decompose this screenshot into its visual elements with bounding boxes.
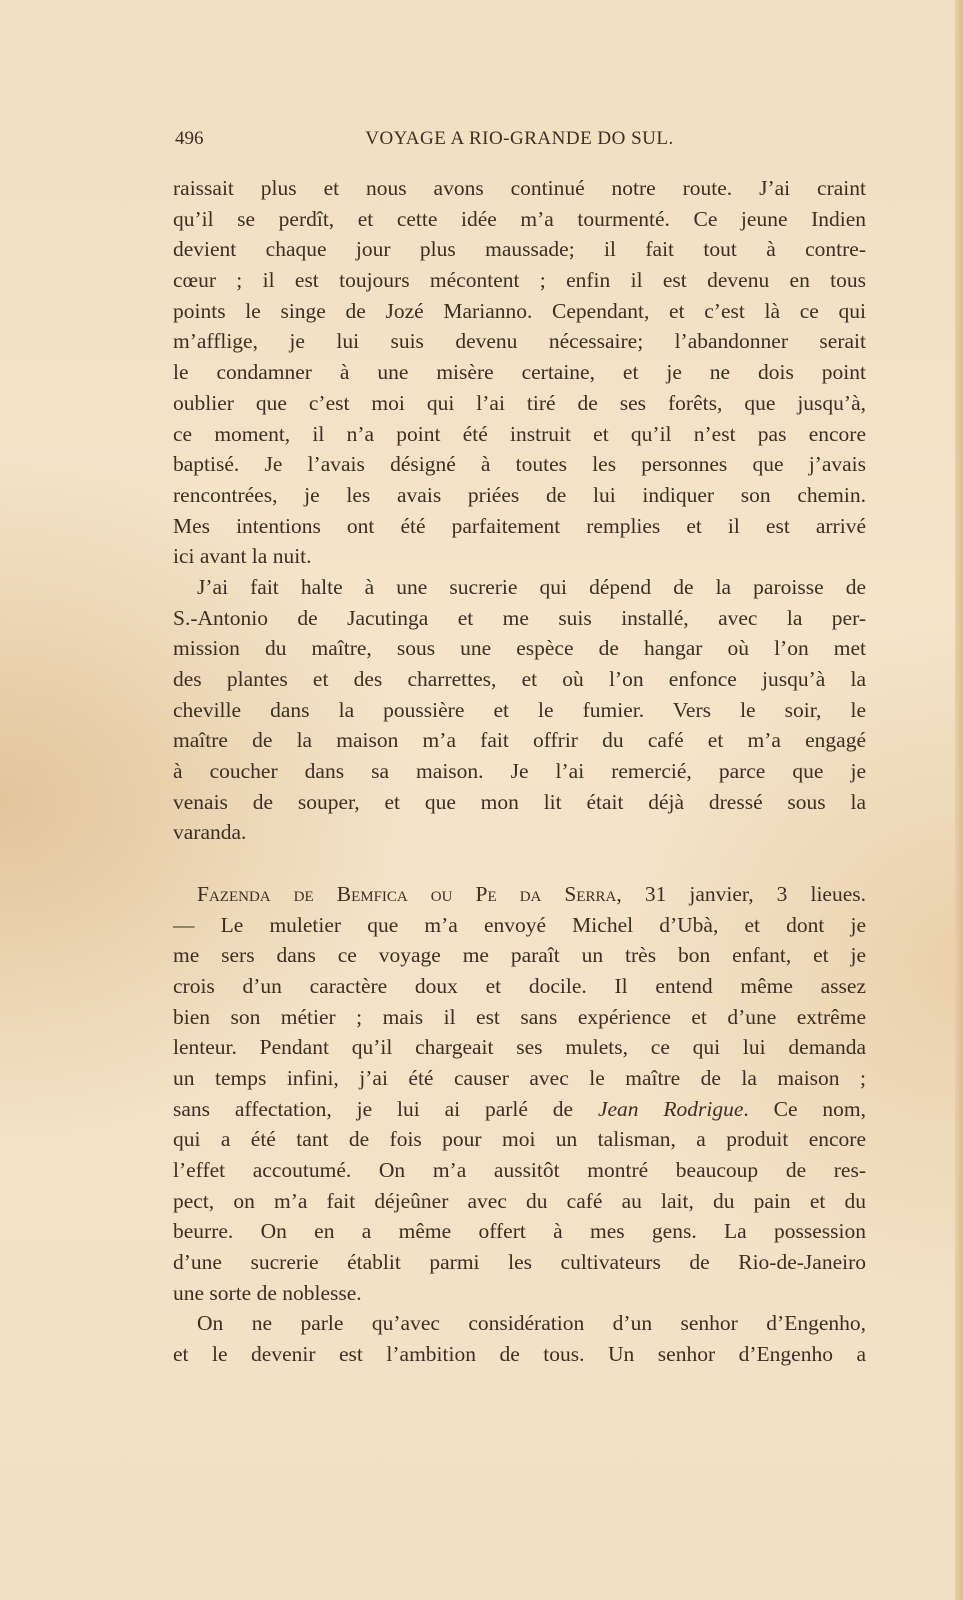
text-line: oublier que c’est moi qui l’ai tiré de ses forêts, que jusqu’à, bbox=[173, 390, 866, 415]
text-line: le condamner à une misère certaine, et je ne dois point bbox=[173, 360, 866, 385]
paragraph bbox=[173, 879, 866, 1309]
running-title: VOYAGE A RIO-GRANDE DO SUL. bbox=[365, 128, 674, 149]
text-line: me sers dans ce voyage me paraît un très bon enfant, et je bbox=[173, 943, 866, 968]
text-line: un temps infini, j’ai été causer avec le maître de la maison ; bbox=[173, 1065, 866, 1090]
text-line: lenteur. Pendant qu’il chargeait ses mulets, ce qui lui demanda bbox=[173, 1035, 866, 1060]
text-line: Mes intentions ont été parfaitement remplies et il est arrivé bbox=[173, 513, 866, 538]
text-line: maître de la maison m’a fait offrir du café et m’a engagé bbox=[173, 728, 866, 753]
text-line: varanda. bbox=[173, 820, 247, 845]
text-line: une sorte de noblesse. bbox=[173, 1280, 362, 1305]
text-run: . Ce nom, bbox=[743, 1096, 867, 1121]
text-run: , 31 janvier, 3 lieues. bbox=[616, 881, 866, 906]
running-header bbox=[173, 124, 866, 152]
page-number: 496 bbox=[175, 128, 204, 149]
text-line: ce moment, il n’a point été instruit et qu’il n’est pas encore bbox=[173, 421, 866, 446]
text-line: S.-Antonio de Jacutinga et me suis installé, avec la per- bbox=[173, 605, 866, 630]
small-caps-heading: Fazenda de Bemfica ou Pe da Serra bbox=[197, 881, 617, 906]
paragraph bbox=[173, 1308, 866, 1369]
text-line: à coucher dans sa maison. Je l’ai remercié, parce que je bbox=[173, 759, 866, 784]
text-line bbox=[173, 1094, 866, 1125]
text-line: cheville dans la poussière et le fumier. Vers le soir, le bbox=[173, 697, 866, 722]
text-line: cœur ; il est toujours mécontent ; enfin il est devenu en tous bbox=[173, 268, 866, 293]
text-line: m’afflige, je lui suis devenu nécessaire; l’abandonner serait bbox=[173, 329, 866, 354]
page-body bbox=[173, 173, 866, 1370]
paragraph bbox=[173, 572, 866, 848]
text-line: J’ai fait halte à une sucrerie qui dépend de la paroisse de bbox=[197, 574, 866, 599]
paragraph bbox=[173, 173, 866, 572]
text-line: — Le muletier que m’a envoyé Michel d’Ubà, et dont je bbox=[173, 912, 866, 937]
text-line: qu’il se perdît, et cette idée m’a tourmenté. Ce jeune Indien bbox=[173, 206, 866, 231]
paragraph-gap bbox=[173, 848, 866, 879]
text-line: baptisé. Je l’avais désigné à toutes les personnes que j’avais bbox=[173, 452, 866, 477]
text-line: ici avant la nuit. bbox=[173, 544, 312, 569]
text-line: et le devenir est l’ambition de tous. Un senhor d’Engenho a bbox=[173, 1342, 866, 1367]
text-line bbox=[173, 879, 866, 910]
text-line: points le singe de Jozé Marianno. Cependant, et c’est là ce qui bbox=[173, 298, 866, 323]
text-line: qui a été tant de fois pour moi un talisman, a produit encore bbox=[173, 1127, 866, 1152]
text-line: venais de souper, et que mon lit était déjà dressé sous la bbox=[173, 789, 866, 814]
text-line: l’effet accoutumé. On m’a aussitôt montré beaucoup de res- bbox=[173, 1158, 866, 1182]
page-edge bbox=[955, 0, 963, 1600]
text-line: mission du maître, sous une espèce de hangar où l’on met bbox=[173, 636, 866, 661]
text-run: sans affectation, je lui ai parlé de bbox=[173, 1096, 598, 1121]
text-line: des plantes et des charrettes, et où l’on enfonce jusqu’à la bbox=[173, 667, 866, 691]
text-line: d’une sucrerie établit parmi les cultivateurs de Rio-de-Janeiro bbox=[173, 1250, 866, 1275]
text-line: devient chaque jour plus maussade; il fait tout à contre- bbox=[173, 237, 866, 262]
text-line: rencontrées, je les avais priées de lui indiquer son chemin. bbox=[173, 482, 866, 507]
text-line: bien son métier ; mais il est sans expérience et d’une extrême bbox=[173, 1004, 866, 1029]
text-line: beurre. On en a même offert à mes gens. La possession bbox=[173, 1219, 866, 1244]
text-line: On ne parle qu’avec considération d’un senhor d’Engenho, bbox=[197, 1311, 866, 1336]
text-line: pect, on m’a fait déjeûner avec du café au lait, du pain et du bbox=[173, 1188, 866, 1213]
text-line: raissait plus et nous avons continué notre route. J’ai craint bbox=[173, 176, 866, 200]
italic-text: Jean Rodrigue bbox=[597, 1096, 744, 1121]
text-line: crois d’un caractère doux et docile. Il entend même assez bbox=[173, 973, 866, 998]
